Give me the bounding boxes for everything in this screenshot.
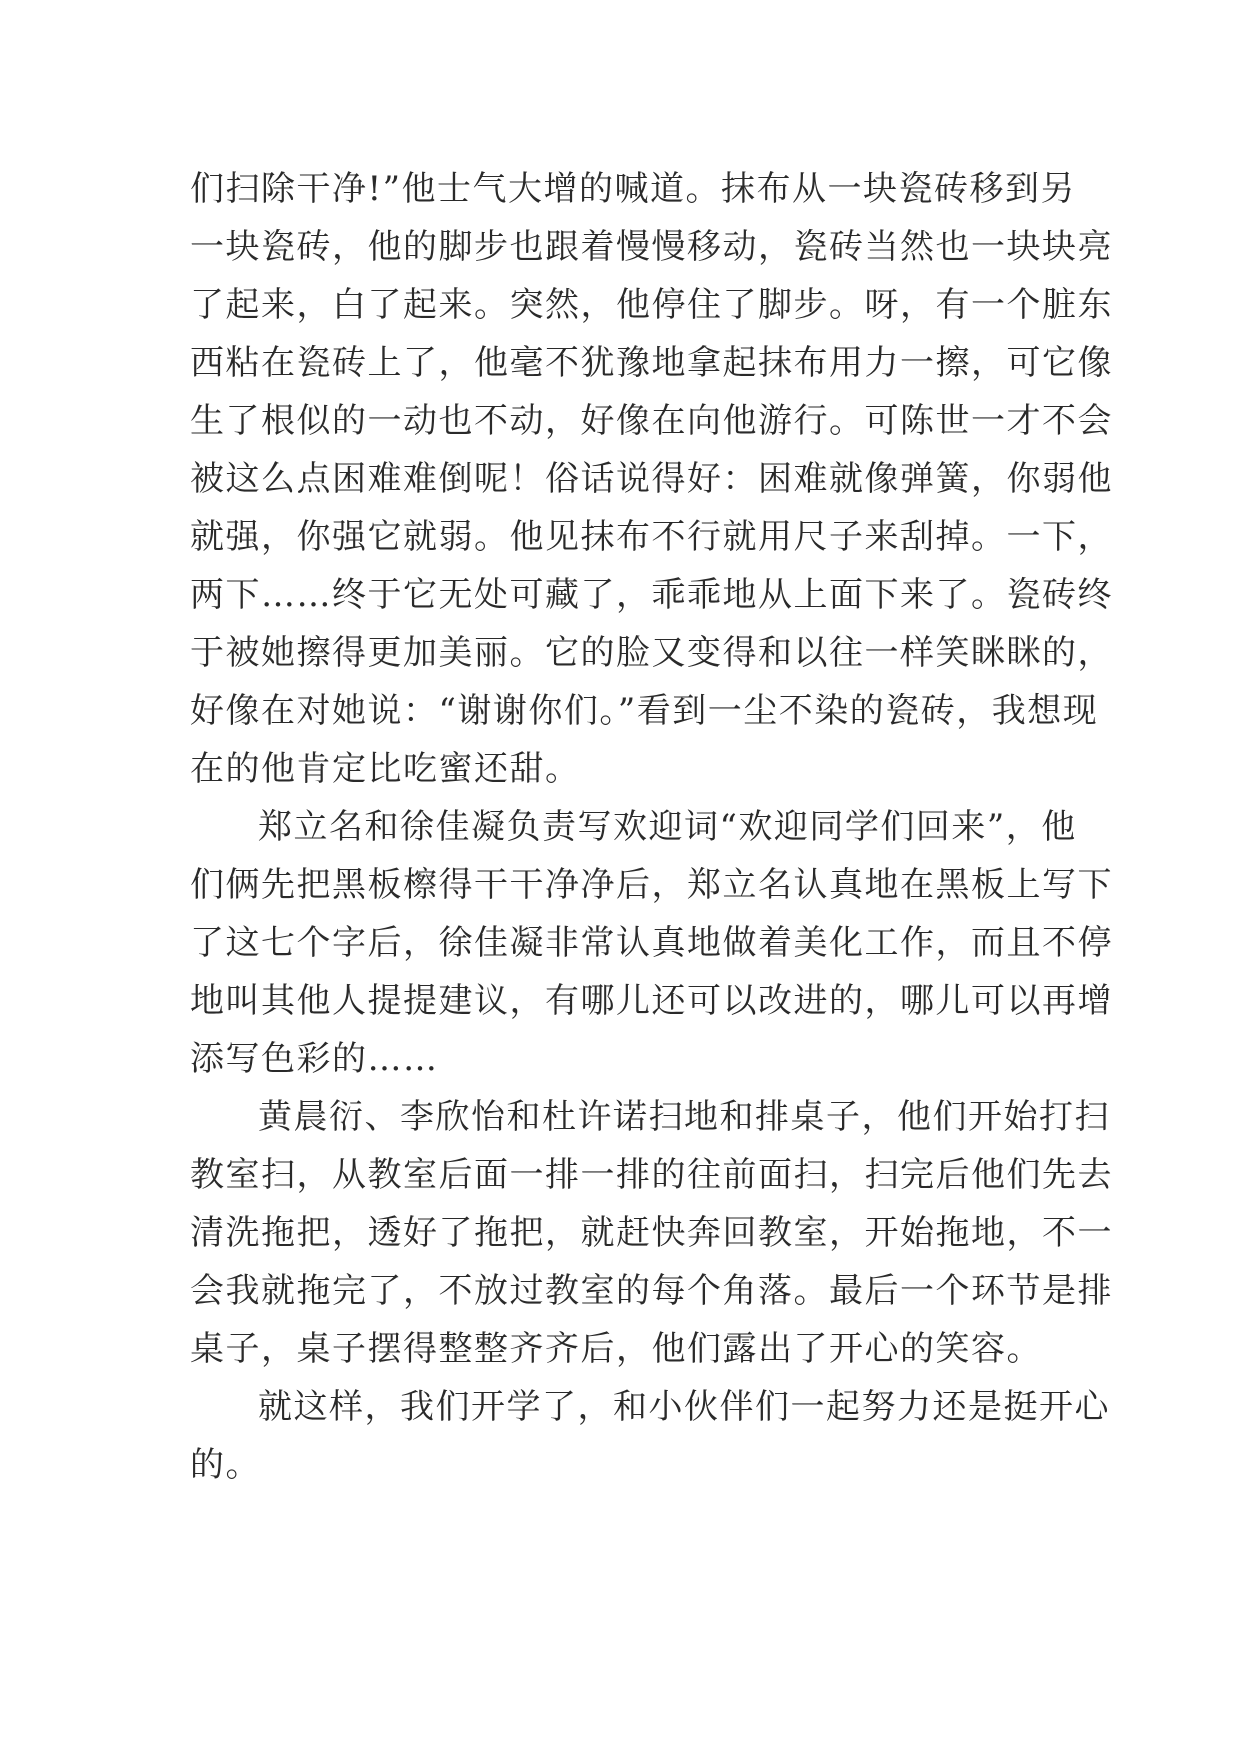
text-line: 的。 bbox=[190, 1445, 261, 1485]
text-line: 好像在对她说：“谢谢你们。”看到一尘不染的瓷砖，我想现 bbox=[190, 691, 1099, 731]
text-line: 们俩先把黑板檫得干干净净后，郑立名认真地在黑板上写下 bbox=[190, 865, 1113, 905]
text-line: 桌子，桌子摆得整整齐齐后，他们露出了开心的笑容。 bbox=[190, 1329, 1042, 1369]
text-line: 生了根似的一动也不动，好像在向他游行。可陈世一才不会 bbox=[190, 401, 1113, 441]
text-line: 添写色彩的…… bbox=[190, 1039, 439, 1079]
paragraph-start-line: 黄晨衍、李欣怡和杜许诺扫地和排桌子，他们开始打扫 bbox=[258, 1097, 1110, 1137]
text-line: 一块瓷砖，他的脚步也跟着慢慢移动，瓷砖当然也一块块亮 bbox=[190, 227, 1113, 267]
text-line: 会我就拖完了，不放过教室的每个角落。最后一个环节是排 bbox=[190, 1271, 1113, 1311]
text-line: 于被她擦得更加美丽。它的脸又变得和以往一样笑眯眯的， bbox=[190, 633, 1113, 673]
paragraph-start-line: 郑立名和徐佳凝负责写欢迎词“欢迎同学们回来”，他 bbox=[258, 807, 1077, 847]
text-line: 了起来，白了起来。突然，他停住了脚步。呀，有一个脏东 bbox=[190, 285, 1113, 325]
text-line: 地叫其他人提提建议，有哪儿还可以改进的，哪儿可以再增 bbox=[190, 981, 1113, 1021]
text-line: 被这么点困难难倒呢！俗话说得好：困难就像弹簧，你弱他 bbox=[190, 459, 1113, 499]
text-line: 西粘在瓷砖上了，他毫不犹豫地拿起抹布用力一擦，可它像 bbox=[190, 343, 1113, 383]
text-line: 们扫除干净!”他士气大增的喊道。抹布从一块瓷砖移到另 bbox=[190, 169, 1077, 209]
text-line: 了这七个字后，徐佳凝非常认真地做着美化工作，而且不停 bbox=[190, 923, 1113, 963]
text-line: 两下……终于它无处可藏了，乖乖地从上面下来了。瓷砖终 bbox=[190, 575, 1113, 615]
text-line: 教室扫，从教室后面一排一排的往前面扫，扫完后他们先去 bbox=[190, 1155, 1113, 1195]
text-line: 清洗拖把，透好了拖把，就赶快奔回教室，开始拖地，不一 bbox=[190, 1213, 1113, 1253]
essay-body bbox=[190, 160, 1113, 1494]
text-line: 就强，你强它就弱。他见抹布不行就用尺子来刮掉。一下， bbox=[190, 517, 1113, 557]
paragraph-start-line: 就这样，我们开学了，和小伙伴们一起努力还是挺开心 bbox=[258, 1387, 1110, 1427]
text-line: 在的他肯定比吃蜜还甜。 bbox=[190, 749, 581, 789]
